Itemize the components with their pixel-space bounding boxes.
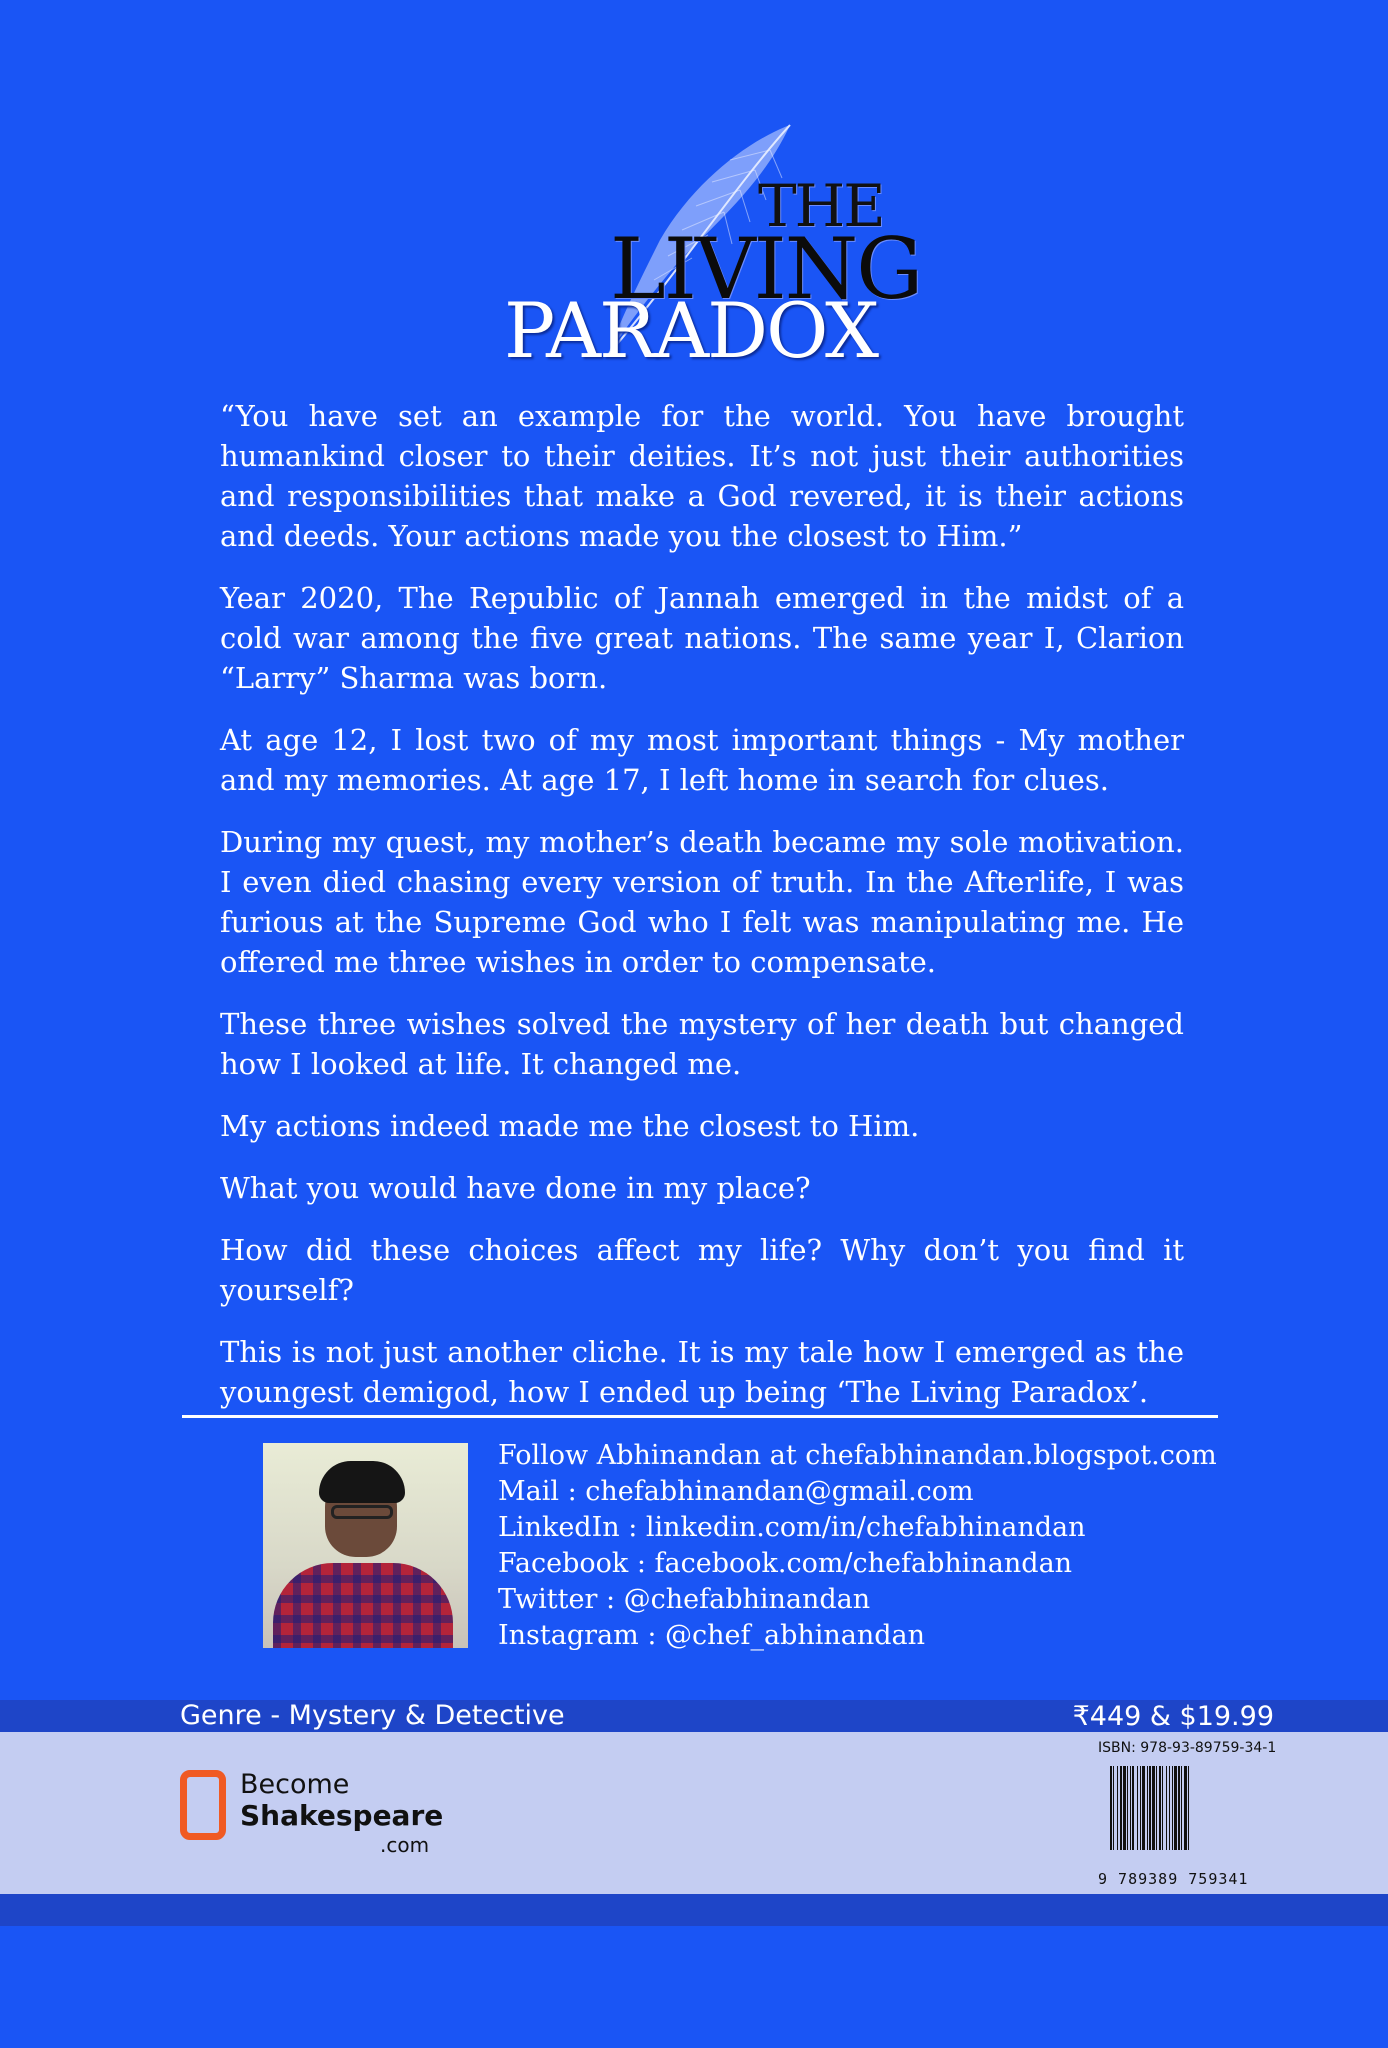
book-title [480, 120, 922, 375]
price-label: ₹449 & $19.99 [1072, 1701, 1274, 1732]
blurb-paragraph: These three wishes solved the mystery of her death but changed how I looked at life. It changed me. [220, 1007, 1184, 1081]
contact-blog: Follow Abhinandan at chefabhinandan.blogspot.com [498, 1440, 1217, 1471]
title-the: THE [758, 172, 884, 240]
genre-label: Genre - Mystery & Detective [180, 1700, 565, 1731]
contact-mail: Mail : chefabhinandan@gmail.com [498, 1476, 974, 1507]
bottom-band [0, 1894, 1388, 1926]
title-living: LIVING [610, 220, 922, 318]
publisher-name-become: Become [240, 1769, 350, 1800]
blurb-paragraph: What you would have done in my place? [220, 1171, 811, 1205]
divider-line [182, 1415, 1218, 1418]
author-photo [263, 1443, 468, 1648]
blurb-paragraph: Year 2020, The Republic of Jannah emerged in the midst of a cold war among the five great nations. The same year I, Clarion “Larry” Sharma was born. [220, 581, 1184, 695]
contact-instagram: Instagram : @chef_abhinandan [498, 1620, 926, 1651]
blurb-text [220, 396, 1184, 1434]
contact-facebook: Facebook : facebook.com/chefabhinandan [498, 1548, 1073, 1579]
author-contacts [498, 1438, 1258, 1654]
publisher-logo [180, 1769, 444, 1860]
blurb-paragraph: “You have set an example for the world. You have brought humankind closer to their deities. It’s not just their authorities and responsibilities that make a God revered, it is their actions and deeds. Your actions made you the closest to Him.” [220, 399, 1184, 553]
publisher-logo-icon [180, 1770, 226, 1840]
isbn-label: ISBN: 978-93-89759-34-1 [1098, 1740, 1277, 1756]
blurb-paragraph: This is not just another cliche. It is my tale how I emerged as the youngest demigod, how I ended up being ‘The Living Paradox’. [220, 1335, 1184, 1409]
blurb-paragraph: During my quest, my mother’s death became my sole motivation. I even died chasing every version of truth. In the Afterlife, I was furious at the Supreme God who I felt was manipulating me. He offered me three wishes in order to compensate. [220, 825, 1184, 979]
contact-twitter: Twitter : @chefabhinandan [498, 1584, 871, 1615]
barcode-digits: 9 789389 759341 [1098, 1870, 1249, 1888]
publisher-name-shakespeare: Shakespeare [240, 1799, 444, 1832]
blurb-paragraph: At age 12, I lost two of my most important things - My mother and my memories. At age 17, I left home in search for clues. [220, 723, 1184, 797]
publisher-name-com: .com [380, 1833, 430, 1857]
blurb-paragraph: How did these choices affect my life? Why don’t you find it yourself? [220, 1233, 1184, 1307]
contact-linkedin: LinkedIn : linkedin.com/in/chefabhinandan [498, 1512, 1086, 1543]
barcode-bar [1189, 1766, 1191, 1850]
barcode [1110, 1766, 1270, 1850]
title-paradox: PARADOX [504, 286, 878, 375]
blurb-paragraph: My actions indeed made me the closest to Him. [220, 1109, 920, 1143]
